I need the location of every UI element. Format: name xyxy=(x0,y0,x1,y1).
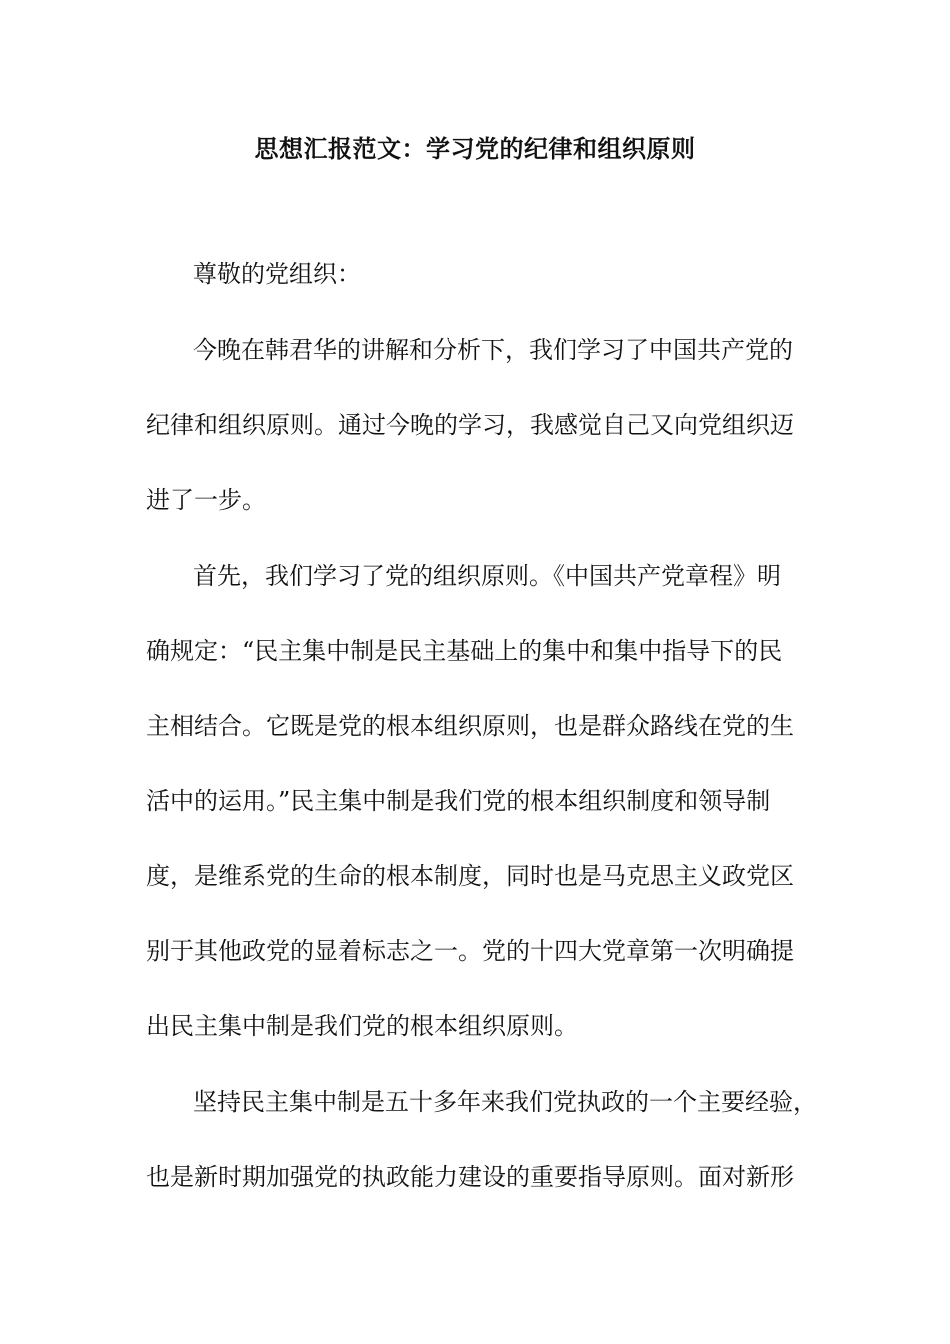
body-text-line: 纪律和组织原则。通过今晚的学习，我感觉自己又向党组织迈 xyxy=(146,411,794,439)
body-text-line: 度，是维系党的生命的根本制度，同时也是马克思主义政党区 xyxy=(146,862,794,890)
salutation-line: 尊敬的党组织： xyxy=(193,260,361,288)
body-text-line: 别于其他政党的显着标志之一。党的十四大党章第一次明确提 xyxy=(146,937,794,965)
body-text-line: 首先，我们学习了党的组织原则。《中国共产党章程》明 xyxy=(193,562,781,590)
body-text-line: 进了一步。 xyxy=(146,486,266,514)
body-text-line: 坚持民主集中制是五十多年来我们党执政的一个主要经验， xyxy=(193,1088,817,1116)
body-text-line: 主相结合。它既是党的根本组织原则，也是群众路线在党的生 xyxy=(146,712,794,740)
body-text-line: 出民主集中制是我们党的根本组织原则。 xyxy=(146,1012,578,1040)
body-text-line: 活中的运用。”民主集中制是我们党的根本组织制度和领导制 xyxy=(146,787,771,815)
body-text-line: 也是新时期加强党的执政能力建设的重要指导原则。面对新形 xyxy=(146,1163,794,1191)
body-text-line: 今晚在韩君华的讲解和分析下，我们学习了中国共产党的 xyxy=(193,336,793,364)
document-title: 思想汇报范文：学习党的纪律和组织原则 xyxy=(254,135,696,163)
body-text-line: 确规定：“民主集中制是民主基础上的集中和集中指导下的民 xyxy=(146,637,783,665)
